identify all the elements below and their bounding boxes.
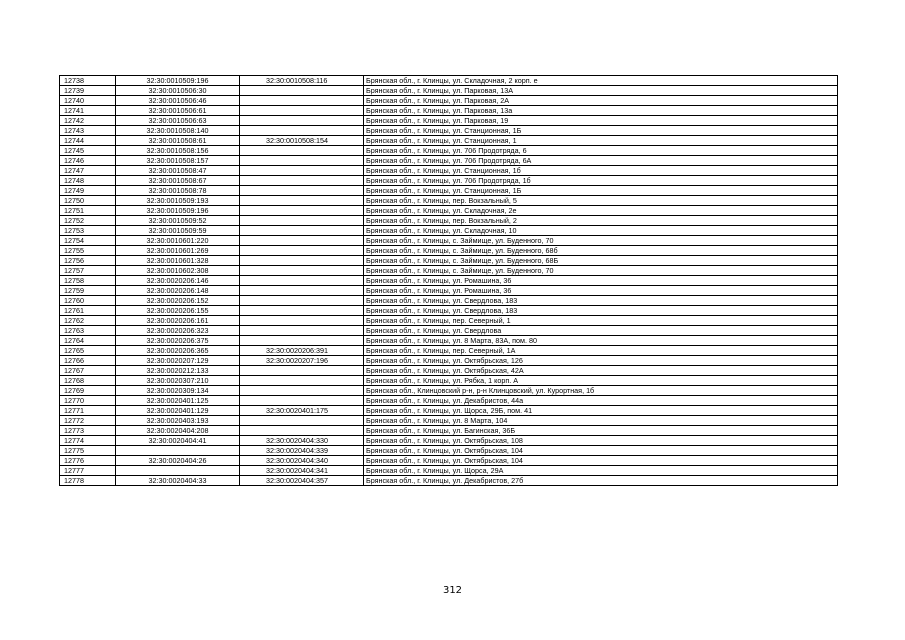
cadastral-number-cell: 32:30:0010601:328	[116, 256, 240, 266]
row-number-cell: 12738	[60, 76, 116, 86]
address-cell: Брянская обл., г. Клинцы, ул. Свердлова, 183	[364, 306, 838, 316]
related-cadastral-number-cell	[240, 396, 364, 406]
row-number-cell: 12778	[60, 476, 116, 486]
cadastral-number-cell: 32:30:0020206:375	[116, 336, 240, 346]
table-row	[60, 106, 838, 116]
table-row	[60, 186, 838, 196]
table-row	[60, 336, 838, 346]
table-row	[60, 426, 838, 436]
table-row	[60, 286, 838, 296]
address-cell: Брянская обл., г. Клинцы, ул. Парковая, 2А	[364, 96, 838, 106]
table-row	[60, 406, 838, 416]
table-row	[60, 96, 838, 106]
address-cell: Брянская обл., г. Клинцы, ул. Октябрьская, 126	[364, 356, 838, 366]
related-cadastral-number-cell	[240, 176, 364, 186]
table-row	[60, 256, 838, 266]
address-cell: Брянская обл., г. Клинцы, ул. 8 Марта, 83А, пом. 80	[364, 336, 838, 346]
cadastral-number-cell: 32:30:0010508:157	[116, 156, 240, 166]
table-row	[60, 216, 838, 226]
related-cadastral-number-cell: 32:30:0020404:330	[240, 436, 364, 446]
table-row	[60, 376, 838, 386]
address-cell: Брянская обл., г. Клинцы, ул. Октябрьская, 42А	[364, 366, 838, 376]
cadastral-number-cell: 32:30:0020404:41	[116, 436, 240, 446]
cadastral-number-cell: 32:30:0020207:129	[116, 356, 240, 366]
related-cadastral-number-cell: 32:30:0020404:340	[240, 456, 364, 466]
address-cell: Брянская обл., г. Клинцы, ул. Багинская, 36Б	[364, 426, 838, 436]
table-row	[60, 76, 838, 86]
cadastral-table	[59, 75, 838, 486]
address-cell: Брянская обл., г. Клинцы, ул. Складочная, 2 корп. е	[364, 76, 838, 86]
related-cadastral-number-cell	[240, 316, 364, 326]
cadastral-number-cell	[116, 466, 240, 476]
row-number-cell: 12766	[60, 356, 116, 366]
table-row	[60, 266, 838, 276]
row-number-cell: 12762	[60, 316, 116, 326]
table-row	[60, 346, 838, 356]
table-row	[60, 296, 838, 306]
table-row	[60, 86, 838, 96]
cadastral-number-cell: 32:30:0020206:146	[116, 276, 240, 286]
related-cadastral-number-cell	[240, 206, 364, 216]
address-cell: Брянская обл., г. Клинцы, ул. 706 Продотряда, 1б	[364, 176, 838, 186]
table-row	[60, 326, 838, 336]
row-number-cell: 12739	[60, 86, 116, 96]
address-cell: Брянская обл., г. Клинцы, ул. 8 Марта, 104	[364, 416, 838, 426]
address-cell: Брянская обл., г. Клинцы, ул. Складочная, 2е	[364, 206, 838, 216]
cadastral-number-cell: 32:30:0020206:148	[116, 286, 240, 296]
address-cell: Брянская обл., г. Клинцы, ул. Октябрьская, 104	[364, 446, 838, 456]
address-cell: Брянская обл., г. Клинцы, пер. Вокзальный, 2	[364, 216, 838, 226]
row-number-cell: 12742	[60, 116, 116, 126]
row-number-cell: 12770	[60, 396, 116, 406]
related-cadastral-number-cell	[240, 96, 364, 106]
address-cell: Брянская обл., г. Клинцы, ул. Свердлова	[364, 326, 838, 336]
cadastral-number-cell: 32:30:0020401:125	[116, 396, 240, 406]
cadastral-number-cell: 32:30:0010509:196	[116, 76, 240, 86]
row-number-cell: 12768	[60, 376, 116, 386]
address-cell: Брянская обл., г. Клинцы, с. Займище, ул. Буденного, 68б	[364, 246, 838, 256]
row-number-cell: 12759	[60, 286, 116, 296]
cadastral-number-cell: 32:30:0010509:193	[116, 196, 240, 206]
table-row	[60, 126, 838, 136]
table-row	[60, 116, 838, 126]
cadastral-number-cell: 32:30:0010506:61	[116, 106, 240, 116]
address-cell: Брянская обл., г. Клинцы, ул. Станционная, 1Б	[364, 186, 838, 196]
related-cadastral-number-cell	[240, 386, 364, 396]
cadastral-number-cell: 32:30:0010508:47	[116, 166, 240, 176]
related-cadastral-number-cell	[240, 146, 364, 156]
cadastral-number-cell: 32:30:0020404:33	[116, 476, 240, 486]
address-cell: Брянская обл., г. Клинцы, ул. Декабристов, 44а	[364, 396, 838, 406]
related-cadastral-number-cell	[240, 236, 364, 246]
cadastral-number-cell: 32:30:0020212:133	[116, 366, 240, 376]
address-cell: Брянская обл., г. Клинцы, пер. Северный, 1	[364, 316, 838, 326]
cadastral-number-cell: 32:30:0020206:155	[116, 306, 240, 316]
row-number-cell: 12740	[60, 96, 116, 106]
row-number-cell: 12757	[60, 266, 116, 276]
row-number-cell: 12776	[60, 456, 116, 466]
address-cell: Брянская обл., г. Клинцы, ул. Станционная, 1Б	[364, 126, 838, 136]
related-cadastral-number-cell	[240, 186, 364, 196]
row-number-cell: 12749	[60, 186, 116, 196]
related-cadastral-number-cell	[240, 326, 364, 336]
cadastral-number-cell: 32:30:0020404:208	[116, 426, 240, 436]
row-number-cell: 12746	[60, 156, 116, 166]
cadastral-number-cell: 32:30:0010509:196	[116, 206, 240, 216]
address-cell: Брянская обл., г. Клинцы, ул. Щорса, 29А	[364, 466, 838, 476]
table-row	[60, 196, 838, 206]
table-row	[60, 306, 838, 316]
address-cell: Брянская обл., г. Клинцы, ул. Свердлова, 183	[364, 296, 838, 306]
row-number-cell: 12751	[60, 206, 116, 216]
address-cell: Брянская обл., г. Клинцы, ул. Октябрьская, 104	[364, 456, 838, 466]
row-number-cell: 12763	[60, 326, 116, 336]
cadastral-number-cell: 32:30:0010508:61	[116, 136, 240, 146]
row-number-cell: 12756	[60, 256, 116, 266]
address-cell: Брянская обл., г. Клинцы, ул. 706 Продотряда, 6	[364, 146, 838, 156]
related-cadastral-number-cell	[240, 256, 364, 266]
related-cadastral-number-cell	[240, 196, 364, 206]
address-cell: Брянская обл., г. Клинцы, ул. Ромашина, 36	[364, 276, 838, 286]
cadastral-number-cell: 32:30:0010508:67	[116, 176, 240, 186]
cadastral-number-cell: 32:30:0010601:269	[116, 246, 240, 256]
cadastral-number-cell: 32:30:0020206:152	[116, 296, 240, 306]
related-cadastral-number-cell	[240, 166, 364, 176]
address-cell: Брянская обл., г. Клинцы, с. Займище, ул. Буденного, 70	[364, 236, 838, 246]
table-row	[60, 236, 838, 246]
related-cadastral-number-cell	[240, 226, 364, 236]
cadastral-number-cell: 32:30:0010506:63	[116, 116, 240, 126]
related-cadastral-number-cell	[240, 416, 364, 426]
table-row	[60, 386, 838, 396]
related-cadastral-number-cell: 32:30:0020206:391	[240, 346, 364, 356]
related-cadastral-number-cell	[240, 306, 364, 316]
table-row	[60, 366, 838, 376]
address-cell: Брянская обл., г. Клинцы, с. Займище, ул. Буденного, 68Б	[364, 256, 838, 266]
cadastral-number-cell: 32:30:0020206:161	[116, 316, 240, 326]
related-cadastral-number-cell	[240, 336, 364, 346]
row-number-cell: 12753	[60, 226, 116, 236]
address-cell: Брянская обл., г. Клинцы, ул. Станционная, 1	[364, 136, 838, 146]
table-row	[60, 466, 838, 476]
cadastral-number-cell: 32:30:0020401:129	[116, 406, 240, 416]
row-number-cell: 12758	[60, 276, 116, 286]
cadastral-number-cell: 32:30:0010508:156	[116, 146, 240, 156]
table-row	[60, 436, 838, 446]
related-cadastral-number-cell: 32:30:0020404:339	[240, 446, 364, 456]
cadastral-number-cell: 32:30:0020307:210	[116, 376, 240, 386]
row-number-cell: 12748	[60, 176, 116, 186]
row-number-cell: 12754	[60, 236, 116, 246]
row-number-cell: 12765	[60, 346, 116, 356]
row-number-cell: 12773	[60, 426, 116, 436]
related-cadastral-number-cell: 32:30:0020401:175	[240, 406, 364, 416]
related-cadastral-number-cell	[240, 86, 364, 96]
cadastral-number-cell: 32:30:0020404:26	[116, 456, 240, 466]
cadastral-number-cell: 32:30:0020309:134	[116, 386, 240, 396]
cadastral-number-cell: 32:30:0010509:52	[116, 216, 240, 226]
address-cell: Брянская обл., г. Клинцы, ул. Ромашина, 36	[364, 286, 838, 296]
row-number-cell: 12777	[60, 466, 116, 476]
cadastral-number-cell: 32:30:0010508:140	[116, 126, 240, 136]
row-number-cell: 12741	[60, 106, 116, 116]
address-cell: Брянская обл., г. Клинцы, ул. Парковая, 13А	[364, 86, 838, 96]
table-body	[60, 76, 838, 486]
table-row	[60, 356, 838, 366]
row-number-cell: 12761	[60, 306, 116, 316]
table-row	[60, 146, 838, 156]
related-cadastral-number-cell: 32:30:0010508:154	[240, 136, 364, 146]
related-cadastral-number-cell	[240, 276, 364, 286]
table-row	[60, 456, 838, 466]
related-cadastral-number-cell: 32:30:0020404:357	[240, 476, 364, 486]
table-row	[60, 276, 838, 286]
table-row	[60, 226, 838, 236]
row-number-cell: 12769	[60, 386, 116, 396]
table-row	[60, 396, 838, 406]
address-cell: Брянская обл., г. Клинцы, ул. Щорса, 29Б, пом. 41	[364, 406, 838, 416]
related-cadastral-number-cell	[240, 426, 364, 436]
row-number-cell: 12752	[60, 216, 116, 226]
cadastral-number-cell: 32:30:0010602:308	[116, 266, 240, 276]
related-cadastral-number-cell	[240, 286, 364, 296]
address-cell: Брянская обл., г. Клинцы, ул. Складочная, 10	[364, 226, 838, 236]
table-row	[60, 206, 838, 216]
row-number-cell: 12744	[60, 136, 116, 146]
related-cadastral-number-cell	[240, 156, 364, 166]
related-cadastral-number-cell	[240, 366, 364, 376]
page-number: 312	[442, 585, 463, 596]
table-row	[60, 316, 838, 326]
address-cell: Брянская обл., г. Клинцы, ул. Рябка, 1 корп. А	[364, 376, 838, 386]
table-row	[60, 166, 838, 176]
cadastral-number-cell: 32:30:0020206:323	[116, 326, 240, 336]
related-cadastral-number-cell	[240, 216, 364, 226]
row-number-cell: 12775	[60, 446, 116, 456]
related-cadastral-number-cell: 32:30:0020207:196	[240, 356, 364, 366]
row-number-cell: 12772	[60, 416, 116, 426]
related-cadastral-number-cell	[240, 116, 364, 126]
row-number-cell: 12764	[60, 336, 116, 346]
row-number-cell: 12747	[60, 166, 116, 176]
related-cadastral-number-cell	[240, 296, 364, 306]
table-row	[60, 176, 838, 186]
related-cadastral-number-cell	[240, 376, 364, 386]
cadastral-number-cell	[116, 446, 240, 456]
cadastral-number-cell: 32:30:0020403:193	[116, 416, 240, 426]
address-cell: Брянская обл., г. Клинцы, ул. Октябрьская, 108	[364, 436, 838, 446]
table-row	[60, 136, 838, 146]
address-cell: Брянская обл., г. Клинцы, ул. 706 Продотряда, 6А	[364, 156, 838, 166]
cadastral-number-cell: 32:30:0020206:365	[116, 346, 240, 356]
address-cell: Брянская обл., г. Клинцы, ул. Декабристов, 27б	[364, 476, 838, 486]
row-number-cell: 12767	[60, 366, 116, 376]
address-cell: Брянская обл., г. Клинцы, с. Займище, ул. Буденного, 70	[364, 266, 838, 276]
row-number-cell: 12750	[60, 196, 116, 206]
address-cell: Брянская обл., г. Клинцы, ул. Парковая, 19	[364, 116, 838, 126]
related-cadastral-number-cell	[240, 246, 364, 256]
table-row	[60, 446, 838, 456]
row-number-cell: 12745	[60, 146, 116, 156]
row-number-cell: 12743	[60, 126, 116, 136]
address-cell: Брянская обл., г. Клинцы, пер. Северный, 1А	[364, 346, 838, 356]
cadastral-number-cell: 32:30:0010509:59	[116, 226, 240, 236]
address-cell: Брянская обл., г. Клинцы, ул. Парковая, 13а	[364, 106, 838, 116]
row-number-cell: 12774	[60, 436, 116, 446]
table-row	[60, 416, 838, 426]
address-cell: Брянская обл., г. Клинцы, пер. Вокзальный, 5	[364, 196, 838, 206]
row-number-cell: 12771	[60, 406, 116, 416]
cadastral-number-cell: 32:30:0010508:78	[116, 186, 240, 196]
table-row	[60, 246, 838, 256]
cadastral-number-cell: 32:30:0010506:30	[116, 86, 240, 96]
related-cadastral-number-cell	[240, 106, 364, 116]
cadastral-number-cell: 32:30:0010601:220	[116, 236, 240, 246]
table-row	[60, 476, 838, 486]
address-cell: Брянская обл., Клинцовский р-н, р-н Клинцовский, ул. Курортная, 1б	[364, 386, 838, 396]
table-row	[60, 156, 838, 166]
cadastral-number-cell: 32:30:0010506:46	[116, 96, 240, 106]
related-cadastral-number-cell: 32:30:0020404:341	[240, 466, 364, 476]
related-cadastral-number-cell: 32:30:0010508:116	[240, 76, 364, 86]
address-cell: Брянская обл., г. Клинцы, ул. Станционная, 1б	[364, 166, 838, 176]
row-number-cell: 12760	[60, 296, 116, 306]
related-cadastral-number-cell	[240, 266, 364, 276]
related-cadastral-number-cell	[240, 126, 364, 136]
row-number-cell: 12755	[60, 246, 116, 256]
